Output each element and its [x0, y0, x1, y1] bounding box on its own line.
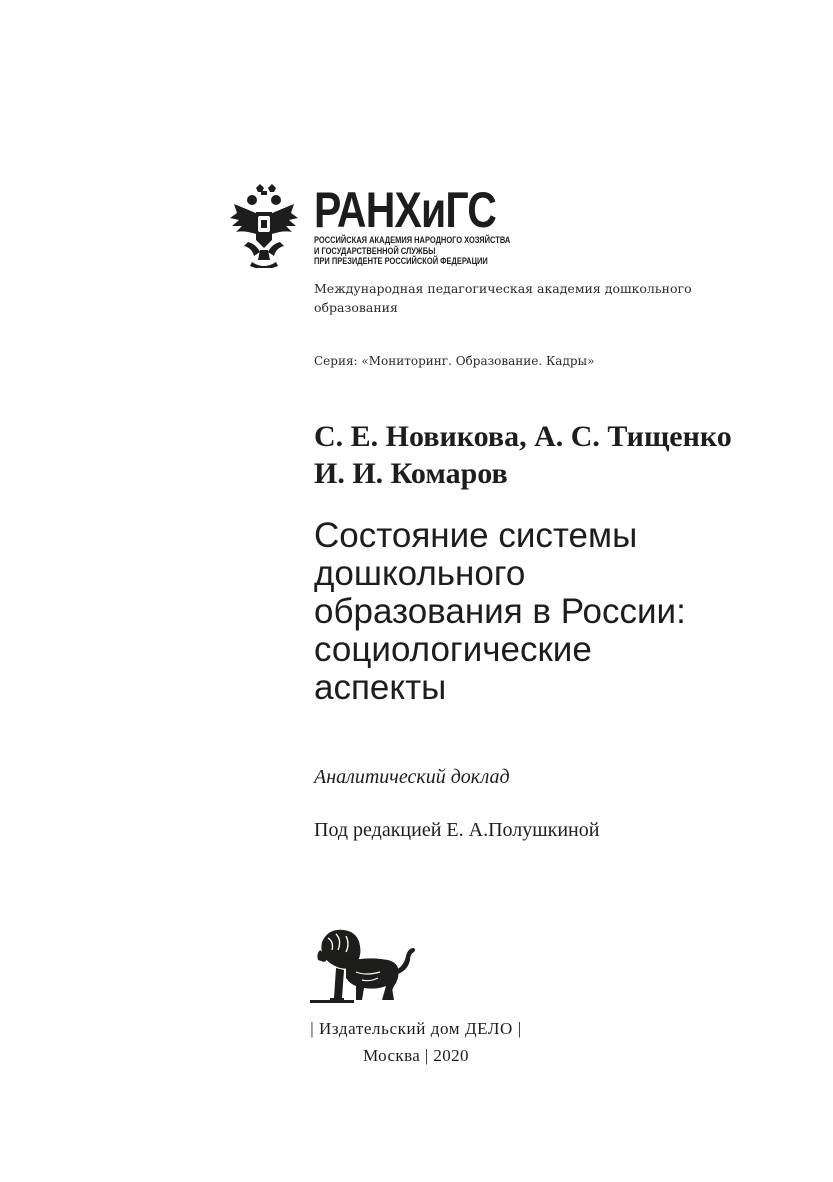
- report-type: Аналитический доклад: [314, 766, 510, 788]
- title-line: Состояние системы: [314, 516, 638, 555]
- title-line: аспекты: [314, 668, 447, 707]
- logo-subtitle-line: И ГОСУДАРСТВЕННОЙ СЛУЖБЫ: [314, 245, 436, 257]
- logo-subtitle-line: РОССИЙСКАЯ АКАДЕМИЯ НАРОДНОГО ХОЗЯЙСТВА: [314, 235, 511, 246]
- logo-subtitle: [314, 236, 517, 268]
- authors-line: С. Е. Новикова, А. С. Тищенко: [314, 420, 732, 453]
- lion-icon: [306, 928, 418, 1010]
- title-line: социологические: [314, 630, 592, 669]
- authors: [314, 418, 732, 492]
- book-title: [314, 517, 794, 707]
- logo-subtitle-line: ПРИ ПРЕЗИДЕНТЕ РОССИЙСКОЙ ФЕДЕРАЦИИ: [314, 256, 488, 268]
- academy-name: Международная педагогическая академия дошкольного образования: [314, 281, 692, 315]
- authors-line: И. И. Комаров: [314, 457, 508, 490]
- series-title: Серия: «Мониторинг. Образование. Кадры»: [314, 354, 595, 368]
- ranepa-emblem: [230, 184, 298, 268]
- title-line: образования в России:: [314, 592, 686, 631]
- city-year: Москва | 2020: [363, 1046, 469, 1065]
- logo-wordmark: РАНХиГС: [314, 182, 497, 238]
- title-line: дошкольного: [314, 554, 526, 593]
- publisher-name: | Издательский дом ДЕЛО |: [310, 1019, 522, 1038]
- editor-credit: Под редакцией Е. А.Полушкиной: [314, 819, 600, 841]
